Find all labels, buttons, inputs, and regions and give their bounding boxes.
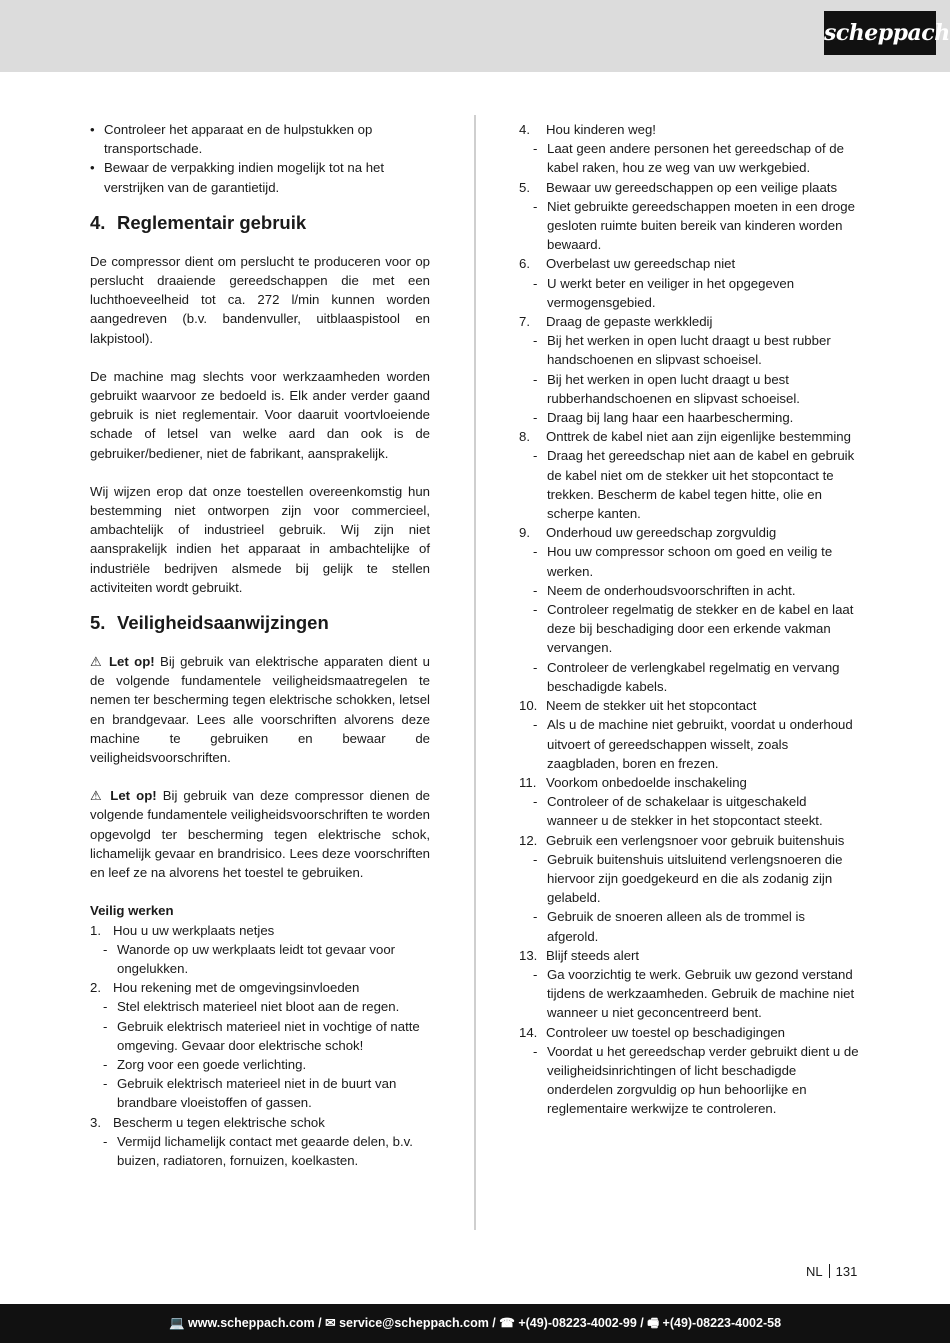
section-heading-4: 4. Reglementair gebruik [90, 211, 307, 233]
dash-item: - Gebruik de snoeren alleen als de trommel is afgerold. [533, 909, 806, 944]
phone-number: +(49)-08223-4002-99 [518, 1316, 637, 1330]
list-item: 13. Blijf steeds alert [519, 947, 640, 963]
paragraph: De compressor dient om perslucht te produceren voor op perslucht draaiende gereedschappen die met een luchthoeveelheid tot ca. 272 l/min kunnen worden aangedreven (b.v. bandenvuller, uitblaaspistool en lakpistool). [90, 253, 430, 346]
dash-item: - Controleer de verlengkabel regelmatig en vervang beschadigde kabels. [533, 659, 840, 694]
fax-number: +(49)-08223-4002-58 [662, 1316, 782, 1330]
dash-item: - Wanorde op uw werkplaats leidt tot gevaar voor ongelukken. [103, 941, 396, 976]
website-link[interactable]: www.scheppach.com [188, 1316, 315, 1330]
dash-item: - Bij het werken in open lucht draagt u best rubber handschoenen en slipvast schoeisel. [533, 333, 831, 368]
list-item: 12. Gebruik een verlengsnoer voor gebruik buitenshuis [519, 832, 845, 848]
left-column [90, 120, 430, 1170]
dash-item: - Draag het gereedschap niet aan de kabel en gebruik de kabel niet om de stekker uit het stopcontact te trekken. Bescherm de kabel tegen hitte, olie en scherpe kanten. [533, 448, 855, 522]
email-link[interactable]: service@scheppach.com [339, 1316, 489, 1330]
paragraph: Wij wijzen erop dat onze toestellen overeenkomstig hun bestemming niet ontworpen zijn voor commercieel, ambachtelijk of industrieel gebruik. Wij zijn niet aansprakelijk indien het apparaat in ambachtelijke of industriële bedrijven alsmede bij gelijk te stellen activiteiten wordt gebruikt. [90, 483, 430, 595]
list-item: 3. Bescherm u tegen elektrische schok [90, 1114, 325, 1130]
warning-paragraph: ⚠ Let op! Bij gebruik van elektrische apparaten dient u de volgende fundamentele veiligheidsmaatregelen te nemen ter bescherming tegen elektrische schokken, letsel en brandgevaar. Lees alle voorschriften alvorens deze machine te gebruiken en bewaar de veiligheidsvoorschriften. [90, 654, 430, 766]
dash-item: - Zorg voor een goede verlichting. [103, 1056, 307, 1072]
dash-item: - Bij het werken in open lucht draagt u best rubberhandschoenen en slipvast schoeisel. [533, 371, 800, 406]
dash-item: - Vermijd lichamelijk contact met geaarde delen, b.v. buizen, radiatoren, fornuizen, koelkasten. [103, 1133, 413, 1168]
dash-item: - Gebruik buitenshuis uitsluitend verlengsnoeren die hiervoor zijn goedgekeurd en die als zodanig zijn gelabeld. [533, 851, 843, 906]
list-item: 4. Hou kinderen weg! [519, 122, 656, 137]
list-item: 10. Neem de stekker uit het stopcontact [519, 698, 757, 714]
list-item: 8. Onttrek de kabel niet aan zijn eigenlijke bestemming [519, 429, 851, 445]
bullet-item: • Bewaar de verpakking indien mogelijk tot na het verstrijken van de garantietijd. [90, 158, 430, 196]
dash-item: - U werkt beter en veiliger in het opgegeven vermogensgebied. [533, 275, 795, 310]
dash-item: - Niet gebruikte gereedschappen moeten in een droge gesloten ruimte buiten bereik van kinderen worden bewaard. [533, 198, 855, 253]
page-number: NL 131 [806, 1264, 858, 1279]
dash-item: - Als u de machine niet gebruikt, voordat u onderhoud uitvoert of gereedschappen wisselt, zoals zaagbladen, boren en frezen. [533, 717, 853, 771]
warning-paragraph: ⚠ Let op! Bij gebruik van deze compressor dienen de volgende fundamentele veiligheidsvoorschriften te worden opgevolgd ter bescherming tegen elektrische schok, lichamelijk gevaar en brandrisico. Lees deze voorschriften en leef ze na alvorens het toestel te gebruiken. [90, 788, 431, 881]
paragraph: De machine mag slechts voor werkzaamheden worden gebruikt waarvoor ze bedoeld is. Elk ander verder gaand gebruik is niet reglementair. Voor daaruit voortvloeiende schade of letsel van welke aard dan ook is de gebruiker/bediener, niet de fabrikant, aansprakelijk. [90, 368, 430, 461]
list-item: 9. Onderhoud uw gereedschap zorgvuldig [519, 525, 777, 541]
fax-icon: 🖷 [647, 1316, 660, 1330]
footer-bar: 💻 www.scheppach.com / ✉ service@scheppach.com / ☎ +(49)-08223-4002-99 / 🖷 +(49)-08223-4002-58 [0, 1304, 950, 1343]
phone-icon: ☎ [499, 1316, 515, 1330]
list-item: 7. Draag de gepaste werkkledij [519, 314, 713, 330]
computer-icon: 💻 [168, 1316, 185, 1330]
list-item: 2. Hou rekening met de omgevingsinvloeden [90, 980, 360, 996]
bullet-item: • Controleer het apparaat en de hulpstukken op transportschade. [90, 120, 430, 158]
section-heading-5: 5. Veiligheidsaanwijzingen [90, 612, 329, 634]
header-bar [0, 0, 950, 72]
dash-item: - Stel elektrisch materieel niet bloot aan de regen. [103, 999, 400, 1015]
mail-icon: ✉ [325, 1316, 336, 1330]
right-column [519, 120, 859, 1119]
dash-item: - Gebruik elektrisch materieel niet in vochtige of natte omgeving. Gevaar door elektrische schok! [103, 1018, 420, 1053]
scheppach-logo: scheppach [824, 11, 936, 55]
warning-icon: ⚠ [90, 654, 104, 670]
subheading: Veilig werken [90, 903, 174, 919]
dash-item: - Controleer of de schakelaar is uitgeschakeld wanneer u de stekker in het stopcontact steekt. [533, 794, 823, 829]
list-item: 6. Overbelast uw gereedschap niet [519, 256, 736, 272]
dash-item: - Controleer regelmatig de stekker en de kabel en laat deze bij beschadiging door een erkende vakman vervangen. [533, 602, 854, 656]
list-item: 14. Controleer uw toestel op beschadigingen [519, 1024, 785, 1040]
dash-item: - Hou uw compressor schoon om goed en veilig te werken. [533, 544, 833, 579]
dash-item: - Gebruik elektrisch materieel niet in de buurt van brandbare vloeistoffen of gassen. [103, 1076, 397, 1111]
list-item: 1. Hou u uw werkplaats netjes [90, 922, 275, 938]
dash-item: - Laat geen andere personen het gereedschap of de kabel raken, hou ze weg van uw werkgebied. [533, 141, 844, 176]
list-item: 5. Bewaar uw gereedschappen op een veilige plaats [519, 179, 838, 195]
dash-item: - Neem de onderhoudsvoorschriften in acht. [533, 582, 796, 598]
dash-item: - Ga voorzichtig te werk. Gebruik uw gezond verstand tijdens de werkzaamheden. Gebruik de machine niet wanneer u niet geconcentreerd bent. [533, 966, 855, 1021]
column-divider [474, 115, 476, 1230]
warning-icon: ⚠ [90, 788, 105, 804]
dash-item: - Draag bij lang haar een haarbescherming. [533, 410, 794, 426]
dash-item: - Voordat u het gereedschap verder gebruikt dient u de veiligheidsinrichtingen of licht beschadigde onderdelen zorgvuldig op hun behoorlijke en reglementaire werkwijze te controleren. [533, 1043, 859, 1117]
list-item: 11. Voorkom onbedoelde inschakeling [519, 774, 747, 790]
